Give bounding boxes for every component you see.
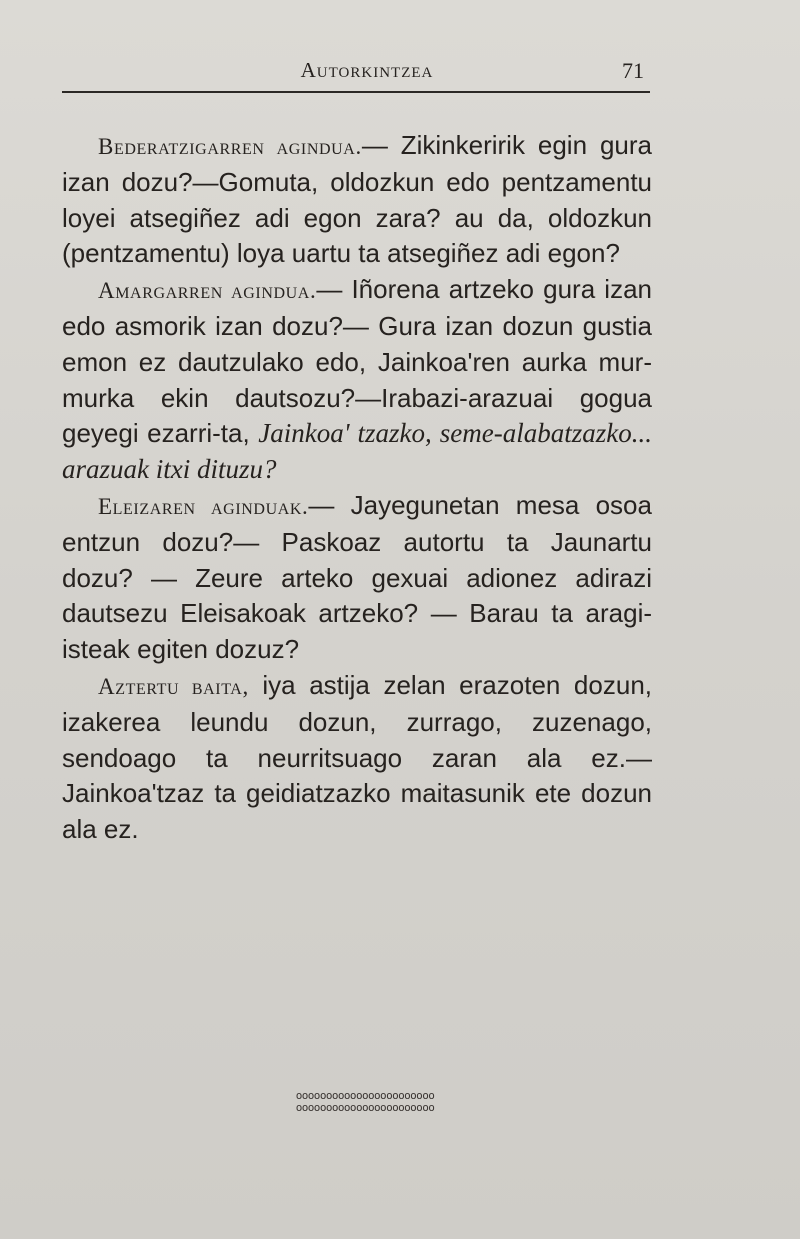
- paragraph-text: — Jayegunetan mesa osoa entzun dozu?— Paskoaz autortu ta Jaunartu dozu? — Zeure arteko gexuai adionez adirazi dautsezu Eleisakoak artzeko? — Barau ta aragi-isteak egiten dozuz?: [62, 489, 652, 665]
- paragraph-text: — Iñorena artzeko gura izan edo asmorik izan dozu?— Gura izan dozun gustia emon ez dautzulako edo, Jainkoa'ren aurka mur-murka ekin dautsozu?—Irabazi-arazuai gogua geyegi ezarri-ta,: [62, 274, 652, 449]
- paragraph-heading: Aztertu baita,: [98, 673, 249, 699]
- paragraph-tenth-commandment: [62, 272, 652, 488]
- paragraph-heading: Amargarren agindua.: [98, 278, 317, 304]
- paragraph-text: iya astija zelan erazoten dozun, izakerea leundu dozun, zurrago, zuzenago, sendoago ta neurritsuago zaran ala ez.—Jainkoa'tzaz ta geidiatzazko maitasunik ete dozun ala ez.: [62, 669, 652, 845]
- paragraph-heading: Eleizaren aginduak.: [98, 493, 309, 519]
- page-header: [62, 58, 650, 94]
- paragraph-heading: Bederatzigarren agindua.: [98, 134, 362, 159]
- header-rule: [62, 91, 650, 93]
- running-title: Autorkintzea: [300, 58, 434, 82]
- ornament-row: ooooooooooooooooooooooo: [295, 1089, 435, 1102]
- decorative-ornament: [245, 1090, 485, 1114]
- paragraph-church-commandments: [62, 488, 652, 668]
- ornament-row: ooooooooooooooooooooooo: [295, 1101, 435, 1114]
- paragraph-ninth-commandment: [62, 128, 652, 272]
- paragraph-examine: [62, 668, 652, 848]
- body-text: [62, 128, 652, 848]
- paragraph-text: — Zikinkeririk egin gura izan dozu?—Gomuta, oldozkun edo pentzamentu loyei atsegiñez adi egon zara? au da, oldozkun (pentzamentu) loya uartu ta atsegiñez adi egon?: [62, 130, 652, 269]
- paragraph-italic-text: Jainkoa' tzazko, seme-alabatzazko... arazuak itxi dituzu?: [62, 418, 652, 485]
- page-number: 71: [622, 58, 644, 83]
